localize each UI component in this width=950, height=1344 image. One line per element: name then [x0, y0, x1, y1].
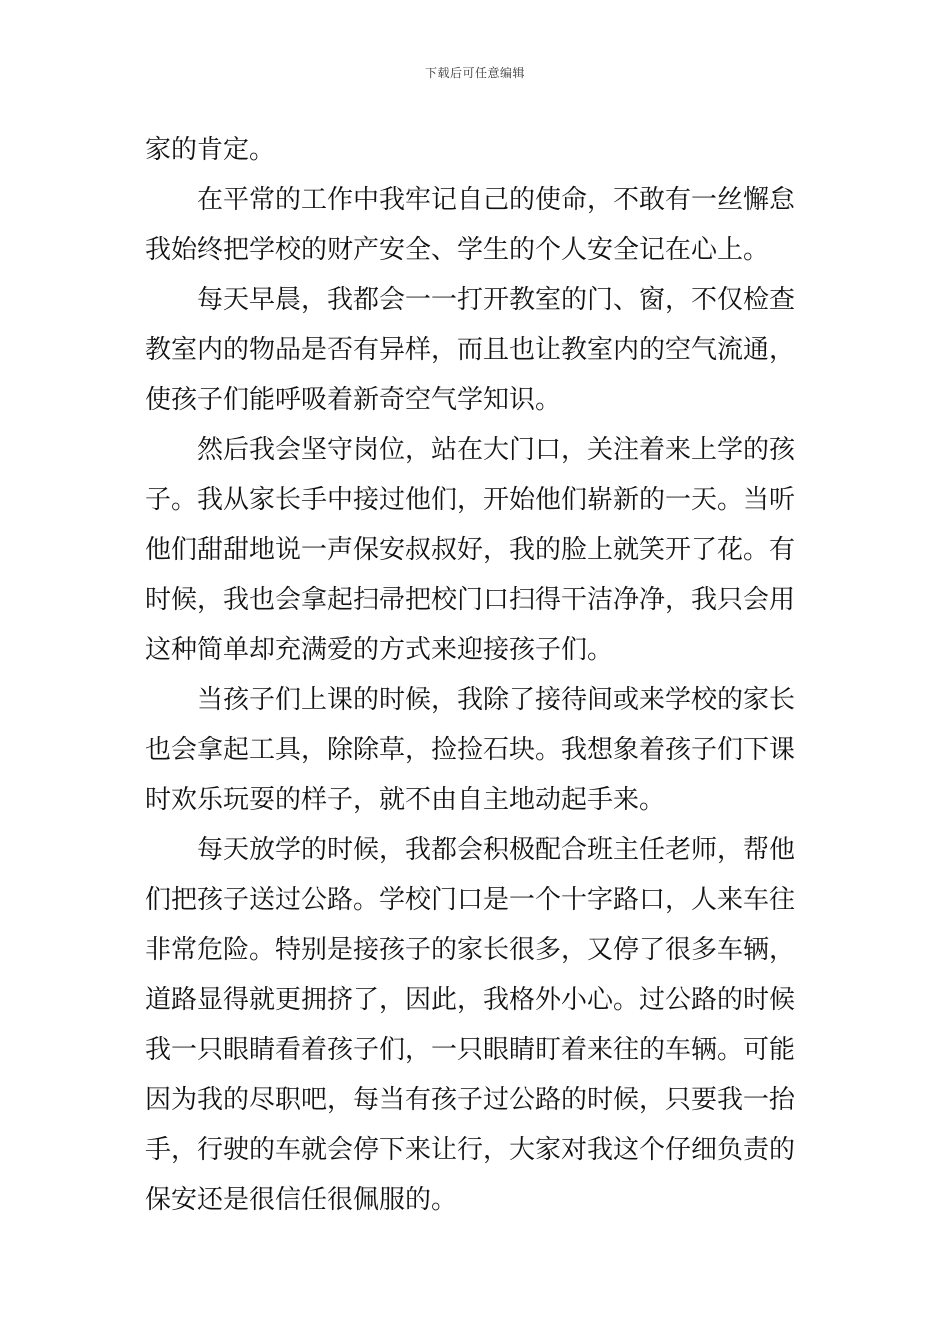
- page-header: 下载后可任意编辑: [424, 66, 525, 80]
- text-line-15: 每天放学的时候，我都会积极配合班主任老师，帮他: [197, 835, 796, 865]
- text-line-22: 保安还是很信任很佩服的。: [145, 1185, 458, 1215]
- text-line-10: 时候，我也会拿起扫帚把校门口扫得干洁净净，我只会用: [145, 585, 796, 615]
- text-line-3: 我始终把学校的财产安全、学生的个人安全记在心上。: [145, 235, 770, 265]
- text-line-5: 教室内的物品是否有异样，而且也让教室内的空气流通，: [145, 335, 796, 365]
- text-line-13: 也会拿起工具，除除草，捡捡石块。我想象着孩子们下课: [145, 735, 796, 765]
- document-body: [145, 125, 807, 1225]
- text-line-21: 手，行驶的车就会停下来让行，大家对我这个仔细负责的: [145, 1135, 796, 1165]
- text-line-18: 道路显得就更拥挤了，因此，我格外小心。过公路的时候: [145, 985, 796, 1015]
- text-line-16: 们把孩子送过公路。学校门口是一个十字路口，人来车往: [145, 885, 796, 915]
- text-line-7: 然后我会坚守岗位，站在大门口，关注着来上学的孩: [197, 435, 796, 465]
- text-line-12: 当孩子们上课的时候，我除了接待间或来学校的家长: [197, 685, 796, 715]
- text-line-20: 因为我的尽职吧，每当有孩子过公路的时候，只要我一抬: [145, 1085, 796, 1115]
- text-line-8: 子。我从家长手中接过他们，开始他们崭新的一天。当听: [145, 485, 796, 515]
- text-line-2: 在平常的工作中我牢记自己的使命，不敢有一丝懈怠: [197, 185, 796, 215]
- text-line-9: 他们甜甜地说一声保安叔叔好，我的脸上就笑开了花。有: [145, 535, 796, 565]
- text-line-19: 我一只眼睛看着孩子们，一只眼睛盯着来往的车辆。可能: [145, 1035, 796, 1065]
- text-line-1: 家的肯定。: [145, 135, 276, 165]
- text-line-17: 非常危险。特别是接孩子的家长很多，又停了很多车辆，: [145, 935, 796, 965]
- text-line-14: 时欢乐玩耍的样子，就不由自主地动起手来。: [145, 785, 666, 815]
- text-line-11: 这种简单却充满爱的方式来迎接孩子们。: [145, 635, 614, 665]
- text-line-4: 每天早晨，我都会一一打开教室的门、窗，不仅检查: [197, 285, 796, 315]
- text-line-6: 使孩子们能呼吸着新奇空气学知识。: [145, 385, 562, 415]
